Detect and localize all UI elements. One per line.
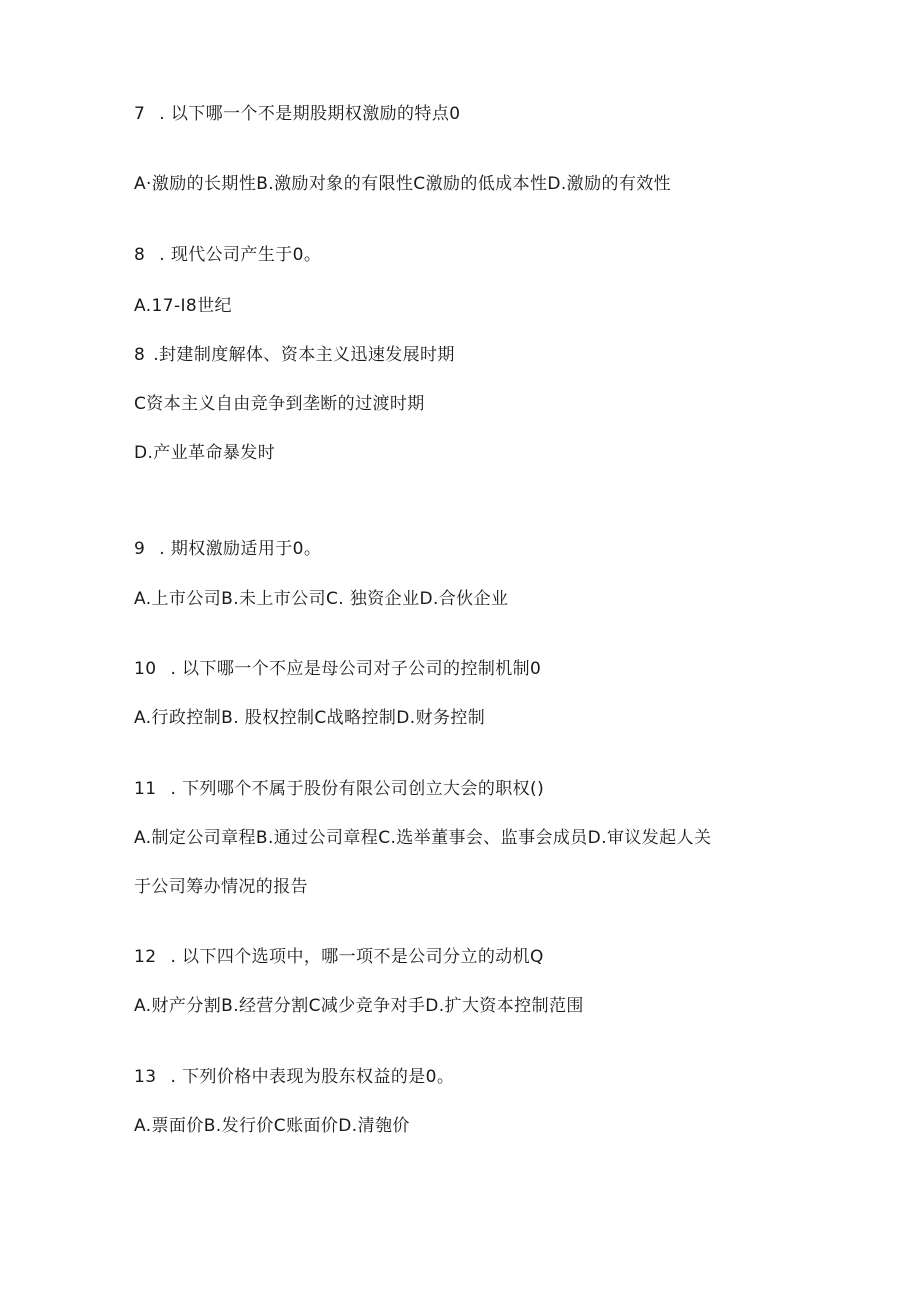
options-text: D.产业革命暴发时: [134, 443, 276, 463]
option-number: 8: [134, 345, 146, 365]
question-8-option-c: [134, 393, 425, 415]
question-number: 12: [134, 947, 157, 967]
question-13: [134, 1066, 454, 1088]
question-9: [134, 538, 321, 560]
question-text: . 期权激励适用于0。: [159, 539, 322, 559]
question-text: . 下列哪个不属于股份有限公司创立大会的职权(): [170, 779, 545, 799]
question-12: [134, 946, 544, 968]
question-11-options: [134, 827, 711, 849]
question-text: . 现代公司产生于0。: [159, 245, 322, 265]
options-text: A.17-I8世纪: [134, 296, 232, 316]
question-number: 9: [134, 539, 146, 559]
options-text: A.行政控制B. 股权控制C战略控制D.财务控制: [134, 708, 486, 728]
question-8-option-d: [134, 442, 275, 464]
question-10: [134, 658, 541, 680]
options-text: A.票面价B.发行价C账面价D.清匏价: [134, 1116, 410, 1136]
question-13-options: [134, 1115, 410, 1137]
question-text: . 下列价格中表现为股东权益的是0。: [170, 1067, 455, 1087]
question-8-option-a: [134, 295, 232, 317]
question-text: . 以下哪一个不是期股期权激励的特点0: [159, 104, 461, 124]
question-text: . 以下四个选项中，哪一项不是公司分立的动机Q: [170, 947, 544, 967]
question-8: [134, 244, 321, 266]
options-text: 于公司筹办情况的报告: [134, 877, 308, 897]
question-number: 11: [134, 779, 157, 799]
question-number: 7: [134, 104, 146, 124]
options-text: .封建制度解体、资本主义迅速发展时期: [153, 345, 455, 365]
question-7: [134, 103, 460, 125]
options-text: A·激励的长期性B.激励对象的有限性C激励的低成本性D.激励的有效性: [134, 174, 672, 194]
question-11-options-continued: [134, 876, 308, 898]
question-11: [134, 778, 544, 800]
question-12-options: [134, 995, 584, 1017]
question-text: . 以下哪一个不应是母公司对子公司的控制机制0: [170, 659, 542, 679]
options-text: A.上市公司B.未上市公司C. 独资企业D.合伙企业: [134, 589, 509, 609]
question-7-options: [134, 173, 671, 195]
options-text: A.制定公司章程B.通过公司章程C.选举董事会、监事会成员D.审议发起人关: [134, 828, 712, 848]
options-text: A.财产分割B.经营分割C减少竞争对手D.扩大资本控制范围: [134, 996, 584, 1016]
question-10-options: [134, 707, 485, 729]
question-number: 8: [134, 245, 146, 265]
question-number: 13: [134, 1067, 157, 1087]
question-number: 10: [134, 659, 157, 679]
question-8-option-b: [134, 344, 455, 366]
question-9-options: [134, 588, 508, 610]
options-text: C资本主义自由竞争到垄断的过渡时期: [134, 394, 425, 414]
